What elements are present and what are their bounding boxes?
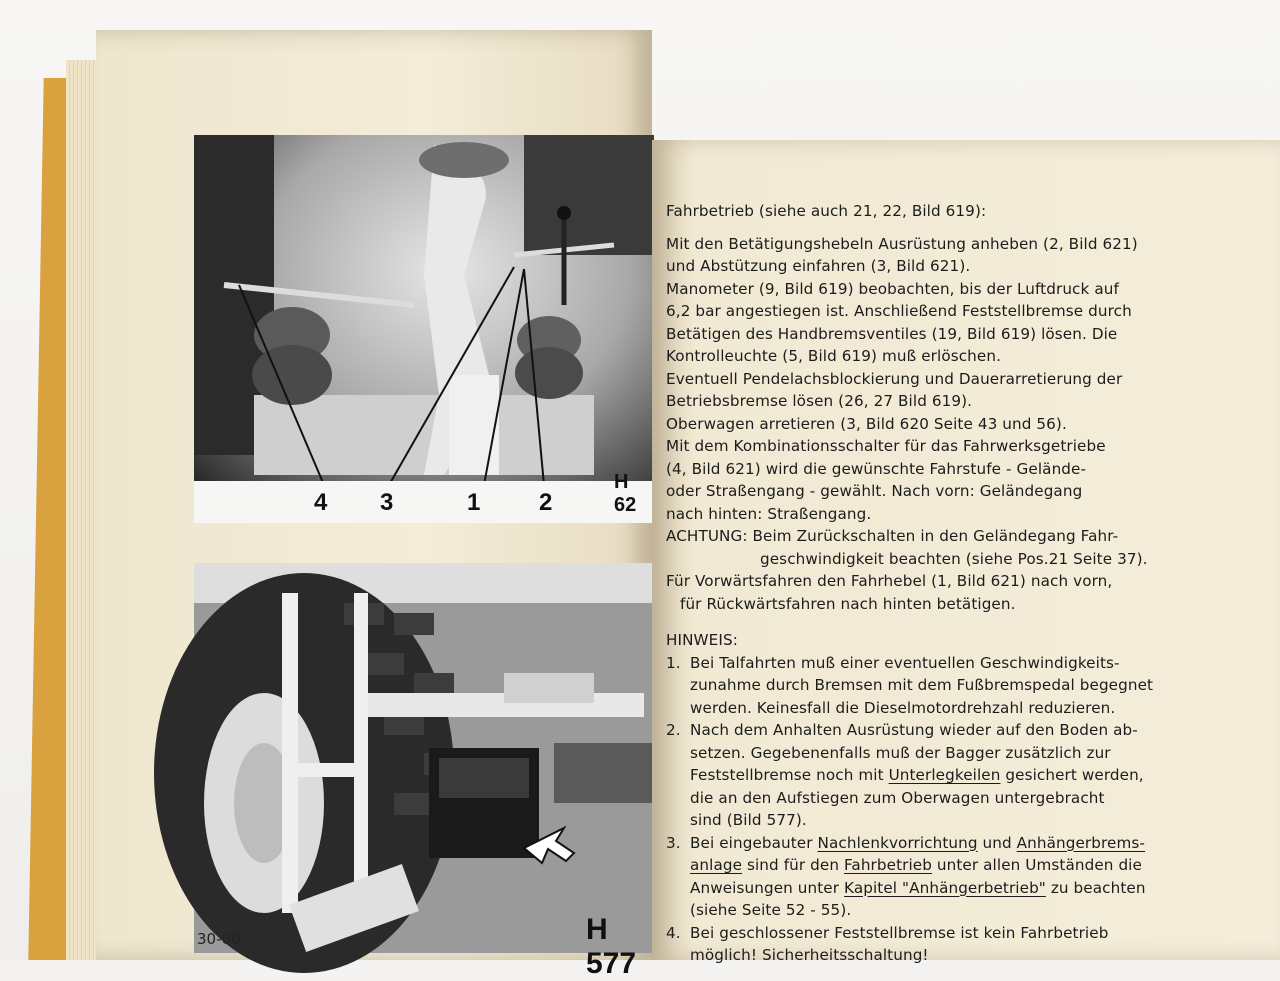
hinweis-item	[666, 719, 1266, 832]
callout-number: 4	[314, 489, 328, 516]
hinweis-item	[666, 922, 1266, 967]
text-line: nach hinten: Straßengang.	[666, 504, 872, 523]
text-line: möglich! Sicherheitsschaltung!	[690, 946, 929, 964]
text-line: Oberwagen arretieren (3, Bild 620 Seite 43 und 56).	[666, 414, 1067, 433]
text-line: zunahme durch Bremsen mit dem Fußbremspedal begegnet	[690, 676, 1154, 694]
text-line	[690, 832, 1266, 855]
achtung-line: ACHTUNG: Beim Zurückschalten in den Geländegang Fahr-	[666, 527, 1119, 545]
hinweis-item	[666, 832, 1266, 922]
instruction-text	[666, 200, 1266, 967]
figure-code: H 577	[586, 913, 637, 980]
item-number: 3.	[666, 833, 681, 852]
text-span: und	[977, 833, 1017, 852]
underlined-term: anlage	[690, 856, 743, 874]
underlined-term: Kapitel "Anhängerbetrieb"	[844, 878, 1046, 897]
item-number: 1.	[666, 653, 681, 672]
text-line: Kontrolleuchte (5, Bild 619) muß erlöschen.	[666, 347, 1001, 365]
item-number: 4.	[666, 923, 681, 942]
text-line	[690, 877, 1266, 900]
callout-strip	[194, 481, 654, 523]
text-line: setzen. Gegebenenfalls muß der Bagger zusätzlich zur	[690, 743, 1111, 762]
text-line: oder Straßengang - gewählt. Nach vorn: Geländegang	[666, 482, 1083, 500]
page-number: 30-00	[197, 930, 241, 948]
text-span: zu beachten	[1045, 878, 1146, 897]
text-line: Bei Talfahrten muß einer eventuellen Geschwindigkeits-	[690, 653, 1120, 672]
text-line: Betriebsbremse lösen (26, 27 Bild 619).	[666, 392, 973, 410]
text-line: werden. Keinesfall die Dieselmotordrehzahl reduzieren.	[690, 698, 1116, 717]
text-line: Mit dem Kombinationsschalter für das Fahrwerksgetriebe	[666, 437, 1106, 455]
text-line: sind (Bild 577).	[690, 811, 807, 829]
figure-code: H 62	[614, 471, 637, 516]
text-line: Nach dem Anhalten Ausrüstung wieder auf den Boden ab-	[690, 721, 1138, 739]
wheel-and-chock-illustration	[194, 563, 654, 953]
underlined-term: Nachlenkvorrichtung	[817, 833, 978, 852]
text-line	[690, 764, 1266, 787]
control-levers-illustration	[194, 135, 654, 523]
text-span: unter allen Umständen die	[932, 856, 1142, 874]
text-span: Feststellbremse noch mit	[690, 766, 889, 784]
text-span: Bei eingebauter	[690, 833, 818, 852]
text-line: und Abstützung einfahren (3, Bild 621).	[666, 257, 971, 275]
text-line	[690, 854, 1266, 877]
text-line: Manometer (9, Bild 619) beobachten, bis der Luftdruck auf	[666, 279, 1119, 298]
section-heading: Fahrbetrieb (siehe auch 21, 22, Bild 619):	[666, 202, 987, 220]
underlined-term: Anhängerbrems-	[1016, 833, 1145, 852]
text-span: Anweisungen unter	[690, 878, 845, 897]
underlined-term: Unterlegkeilen	[888, 766, 1001, 784]
text-line: für Rückwärtsfahren nach hinten betätigen.	[680, 594, 1016, 613]
text-line: die an den Aufstiegen zum Oberwagen untergebracht	[690, 788, 1105, 807]
text-line: Betätigen des Handbremsventiles (19, Bild 619) lösen. Die	[666, 324, 1118, 343]
text-span: sind für den	[742, 856, 844, 874]
callout-number: 1	[467, 489, 481, 516]
figure-wheel-chocks-photo	[194, 563, 654, 980]
hinweis-item	[666, 652, 1266, 720]
figure-control-levers-photo	[194, 135, 654, 523]
text-line: Für Vorwärtsfahren den Fahrhebel (1, Bild 621) nach vorn,	[666, 572, 1113, 590]
text-line: Mit den Betätigungshebeln Ausrüstung anheben (2, Bild 621)	[666, 234, 1138, 253]
callout-number: 3	[380, 489, 394, 516]
text-line: (4, Bild 621) wird die gewünschte Fahrstufe - Gelände-	[666, 459, 1087, 478]
text-line: (siehe Seite 52 - 55).	[690, 901, 852, 919]
text-line: Eventuell Pendelachsblockierung und Dauerarretierung der	[666, 369, 1123, 388]
text-line: 6,2 bar angestiegen ist. Anschließend Feststellbremse durch	[666, 302, 1132, 320]
text-line: Bei geschlossener Feststellbremse ist kein Fahrbetrieb	[690, 923, 1109, 942]
text-span: gesichert werden,	[1000, 766, 1144, 784]
achtung-line: geschwindigkeit beachten (siehe Pos.21 Seite 37).	[760, 549, 1148, 568]
item-number: 2.	[666, 721, 681, 739]
hinweis-heading: HINWEIS:	[666, 631, 738, 649]
underlined-term: Fahrbetrieb	[843, 856, 932, 874]
callout-number: 2	[539, 489, 553, 516]
